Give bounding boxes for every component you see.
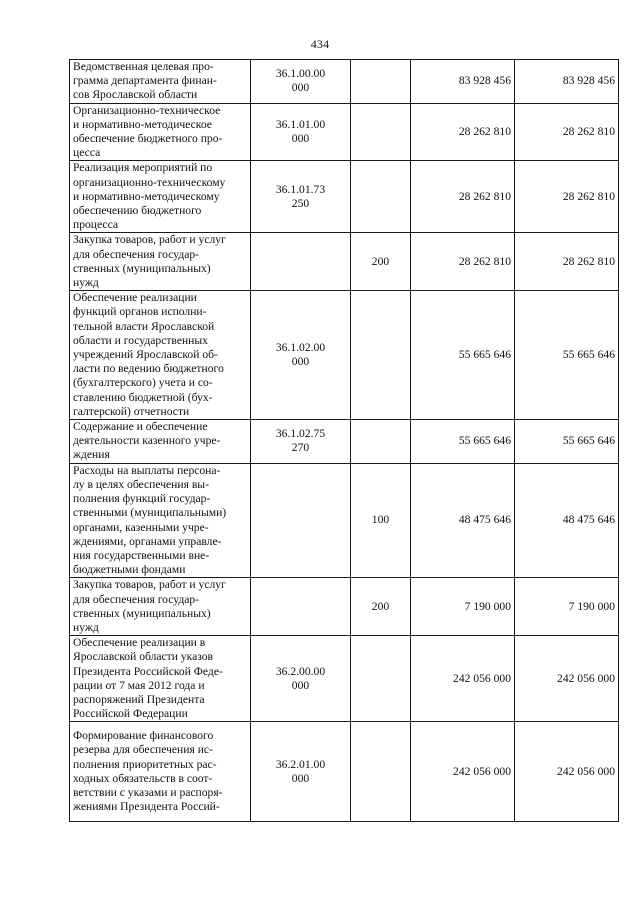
row-name: Расходы на выплаты персона- лу в целях обеспечения вы- полнения функций государ- ственными (муниципальными) органами, казенными учре- ждениями, органами управле- ния государственными вне- бюджетными фондами [70, 463, 251, 578]
row-amount-1: 55 665 646 [411, 420, 515, 464]
row-code: 36.1.02.75 270 [251, 420, 351, 464]
row-expense-type: 200 [351, 578, 411, 636]
row-amount-2: 242 056 000 [515, 722, 619, 822]
row-amount-2: 48 475 646 [515, 463, 619, 578]
table-row [70, 722, 619, 822]
row-code: 36.1.01.73 250 [251, 161, 351, 233]
table-row [70, 578, 619, 636]
row-expense-type [351, 291, 411, 420]
row-amount-1: 28 262 810 [411, 161, 515, 233]
row-amount-2: 28 262 810 [515, 233, 619, 291]
row-name: Реализация мероприятий по организационно-техническому и нормативно-методическому обеспечению бюджетного процесса [70, 161, 251, 233]
row-code: 36.2.01.00 000 [251, 722, 351, 822]
row-amount-1: 28 262 810 [411, 103, 515, 161]
row-expense-type [351, 722, 411, 822]
row-amount-2: 55 665 646 [515, 420, 619, 464]
table-row [70, 636, 619, 722]
row-amount-1: 83 928 456 [411, 60, 515, 104]
row-name: Обеспечение реализации в Ярославской области указов Президента Российской Феде- рации от 7 мая 2012 года и распоряжений Президента Российской Федерации [70, 636, 251, 722]
row-amount-1: 242 056 000 [411, 636, 515, 722]
row-name: Содержание и обеспечение деятельности казенного учре- ждения [70, 420, 251, 464]
table-row [70, 463, 619, 578]
row-amount-2: 83 928 456 [515, 60, 619, 104]
row-code [251, 578, 351, 636]
row-amount-1: 242 056 000 [411, 722, 515, 822]
row-expense-type [351, 103, 411, 161]
row-amount-1: 48 475 646 [411, 463, 515, 578]
budget-table [69, 59, 619, 822]
row-expense-type: 100 [351, 463, 411, 578]
row-amount-2: 55 665 646 [515, 291, 619, 420]
row-amount-1: 7 190 000 [411, 578, 515, 636]
row-name: Организационно-техническое и нормативно-методическое обеспечение бюджетного про- цесса [70, 103, 251, 161]
row-name: Закупка товаров, работ и услуг для обеспечения государ- ственных (муниципальных) нужд [70, 578, 251, 636]
table-row [70, 103, 619, 161]
table-row [70, 161, 619, 233]
table-row [70, 233, 619, 291]
row-expense-type [351, 636, 411, 722]
row-amount-2: 28 262 810 [515, 103, 619, 161]
row-expense-type: 200 [351, 233, 411, 291]
row-name: Формирование финансового резерва для обеспечения ис- полнения приоритетных рас- ходных обязательств в соот- ветствии с указами и распоря- жениями Президента Россий- [70, 722, 251, 822]
table-row [70, 60, 619, 104]
page-number: 434 [310, 37, 330, 51]
row-amount-2: 28 262 810 [515, 161, 619, 233]
table-row [70, 420, 619, 464]
row-code: 36.2.00.00 000 [251, 636, 351, 722]
row-name: Ведомственная целевая про- грамма департамента финан- сов Ярославской области [70, 60, 251, 104]
row-name: Закупка товаров, работ и услуг для обеспечения государ- ственных (муниципальных) нужд [70, 233, 251, 291]
row-code: 36.1.01.00 000 [251, 103, 351, 161]
row-amount-1: 55 665 646 [411, 291, 515, 420]
row-name: Обеспечение реализации функций органов исполни- тельной власти Ярославской области и государственных учреждений Ярославской об- ласти по ведению бюджетного (бухгалтерского) учета и со- ставлению бюджетной (бух- галтерской) отчетности [70, 291, 251, 420]
row-expense-type [351, 161, 411, 233]
row-code [251, 233, 351, 291]
row-code: 36.1.02.00 000 [251, 291, 351, 420]
row-expense-type [351, 60, 411, 104]
row-expense-type [351, 420, 411, 464]
table-row [70, 291, 619, 420]
row-code: 36.1.00.00 000 [251, 60, 351, 104]
row-amount-1: 28 262 810 [411, 233, 515, 291]
row-amount-2: 242 056 000 [515, 636, 619, 722]
row-amount-2: 7 190 000 [515, 578, 619, 636]
row-code [251, 463, 351, 578]
